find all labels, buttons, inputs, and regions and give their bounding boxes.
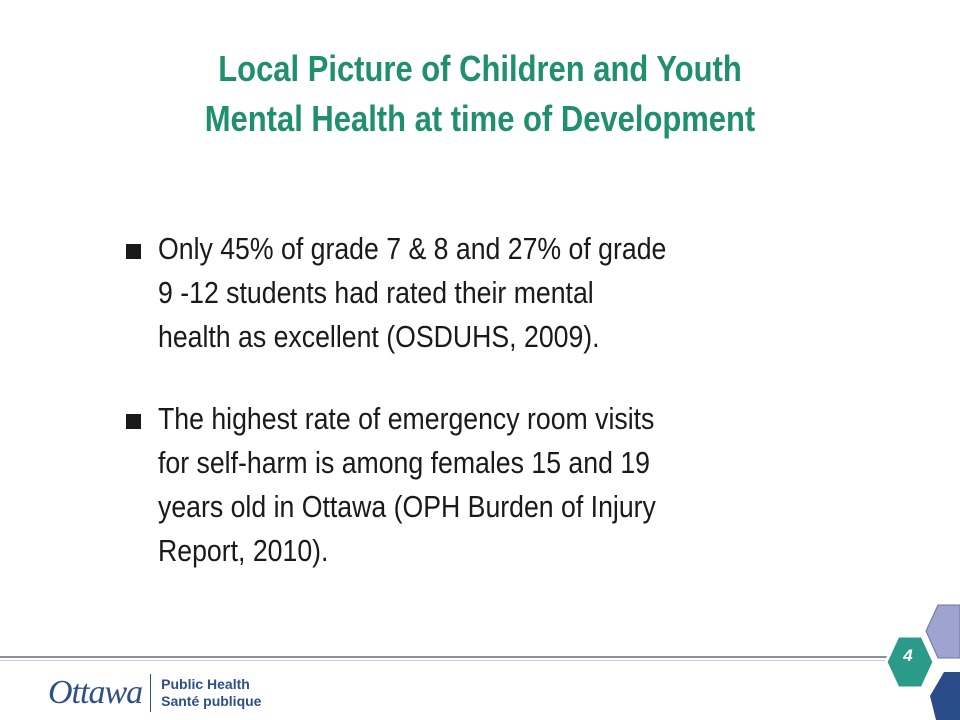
footer-divider [0, 656, 890, 658]
bullet-item-1 [126, 227, 866, 359]
footer-divider-shadow [0, 660, 890, 661]
page-number: 4 [903, 646, 913, 665]
ottawa-logo [48, 668, 261, 718]
bullet-list [126, 227, 866, 611]
logo-line-2: Santé publique [161, 693, 262, 709]
logo-text [161, 676, 261, 710]
bullet-line: for self-harm is among females 15 and 19 [158, 445, 650, 480]
hexagon-lavender-icon [926, 605, 960, 658]
bullet-item-2 [126, 397, 866, 573]
hexagon-navy-icon [930, 672, 960, 720]
slide-title-line-1: Local Picture of Children and Youth [218, 48, 742, 89]
square-bullet-icon [126, 414, 141, 429]
bullet-line: The highest rate of emergency room visits [158, 401, 655, 436]
logo-separator [150, 674, 151, 712]
bullet-text [158, 397, 767, 573]
bullet-line: 9 -12 students had rated their mental [158, 275, 594, 310]
bullet-line: years old in Ottawa (OPH Burden of Injury [158, 489, 656, 524]
logo-line-1: Public Health [161, 676, 250, 692]
bullet-line: health as excellent (OSDUHS, 2009). [158, 319, 600, 354]
square-bullet-icon [126, 244, 141, 259]
bullet-line: Report, 2010). [158, 533, 329, 568]
slide-title-line-2: Mental Health at time of Development [204, 98, 756, 139]
logo-wordmark: Ottawa [48, 674, 143, 711]
slide-title [67, 44, 893, 144]
bullet-text [158, 227, 767, 359]
bullet-line: Only 45% of grade 7 & 8 and 27% of grade [158, 231, 667, 266]
